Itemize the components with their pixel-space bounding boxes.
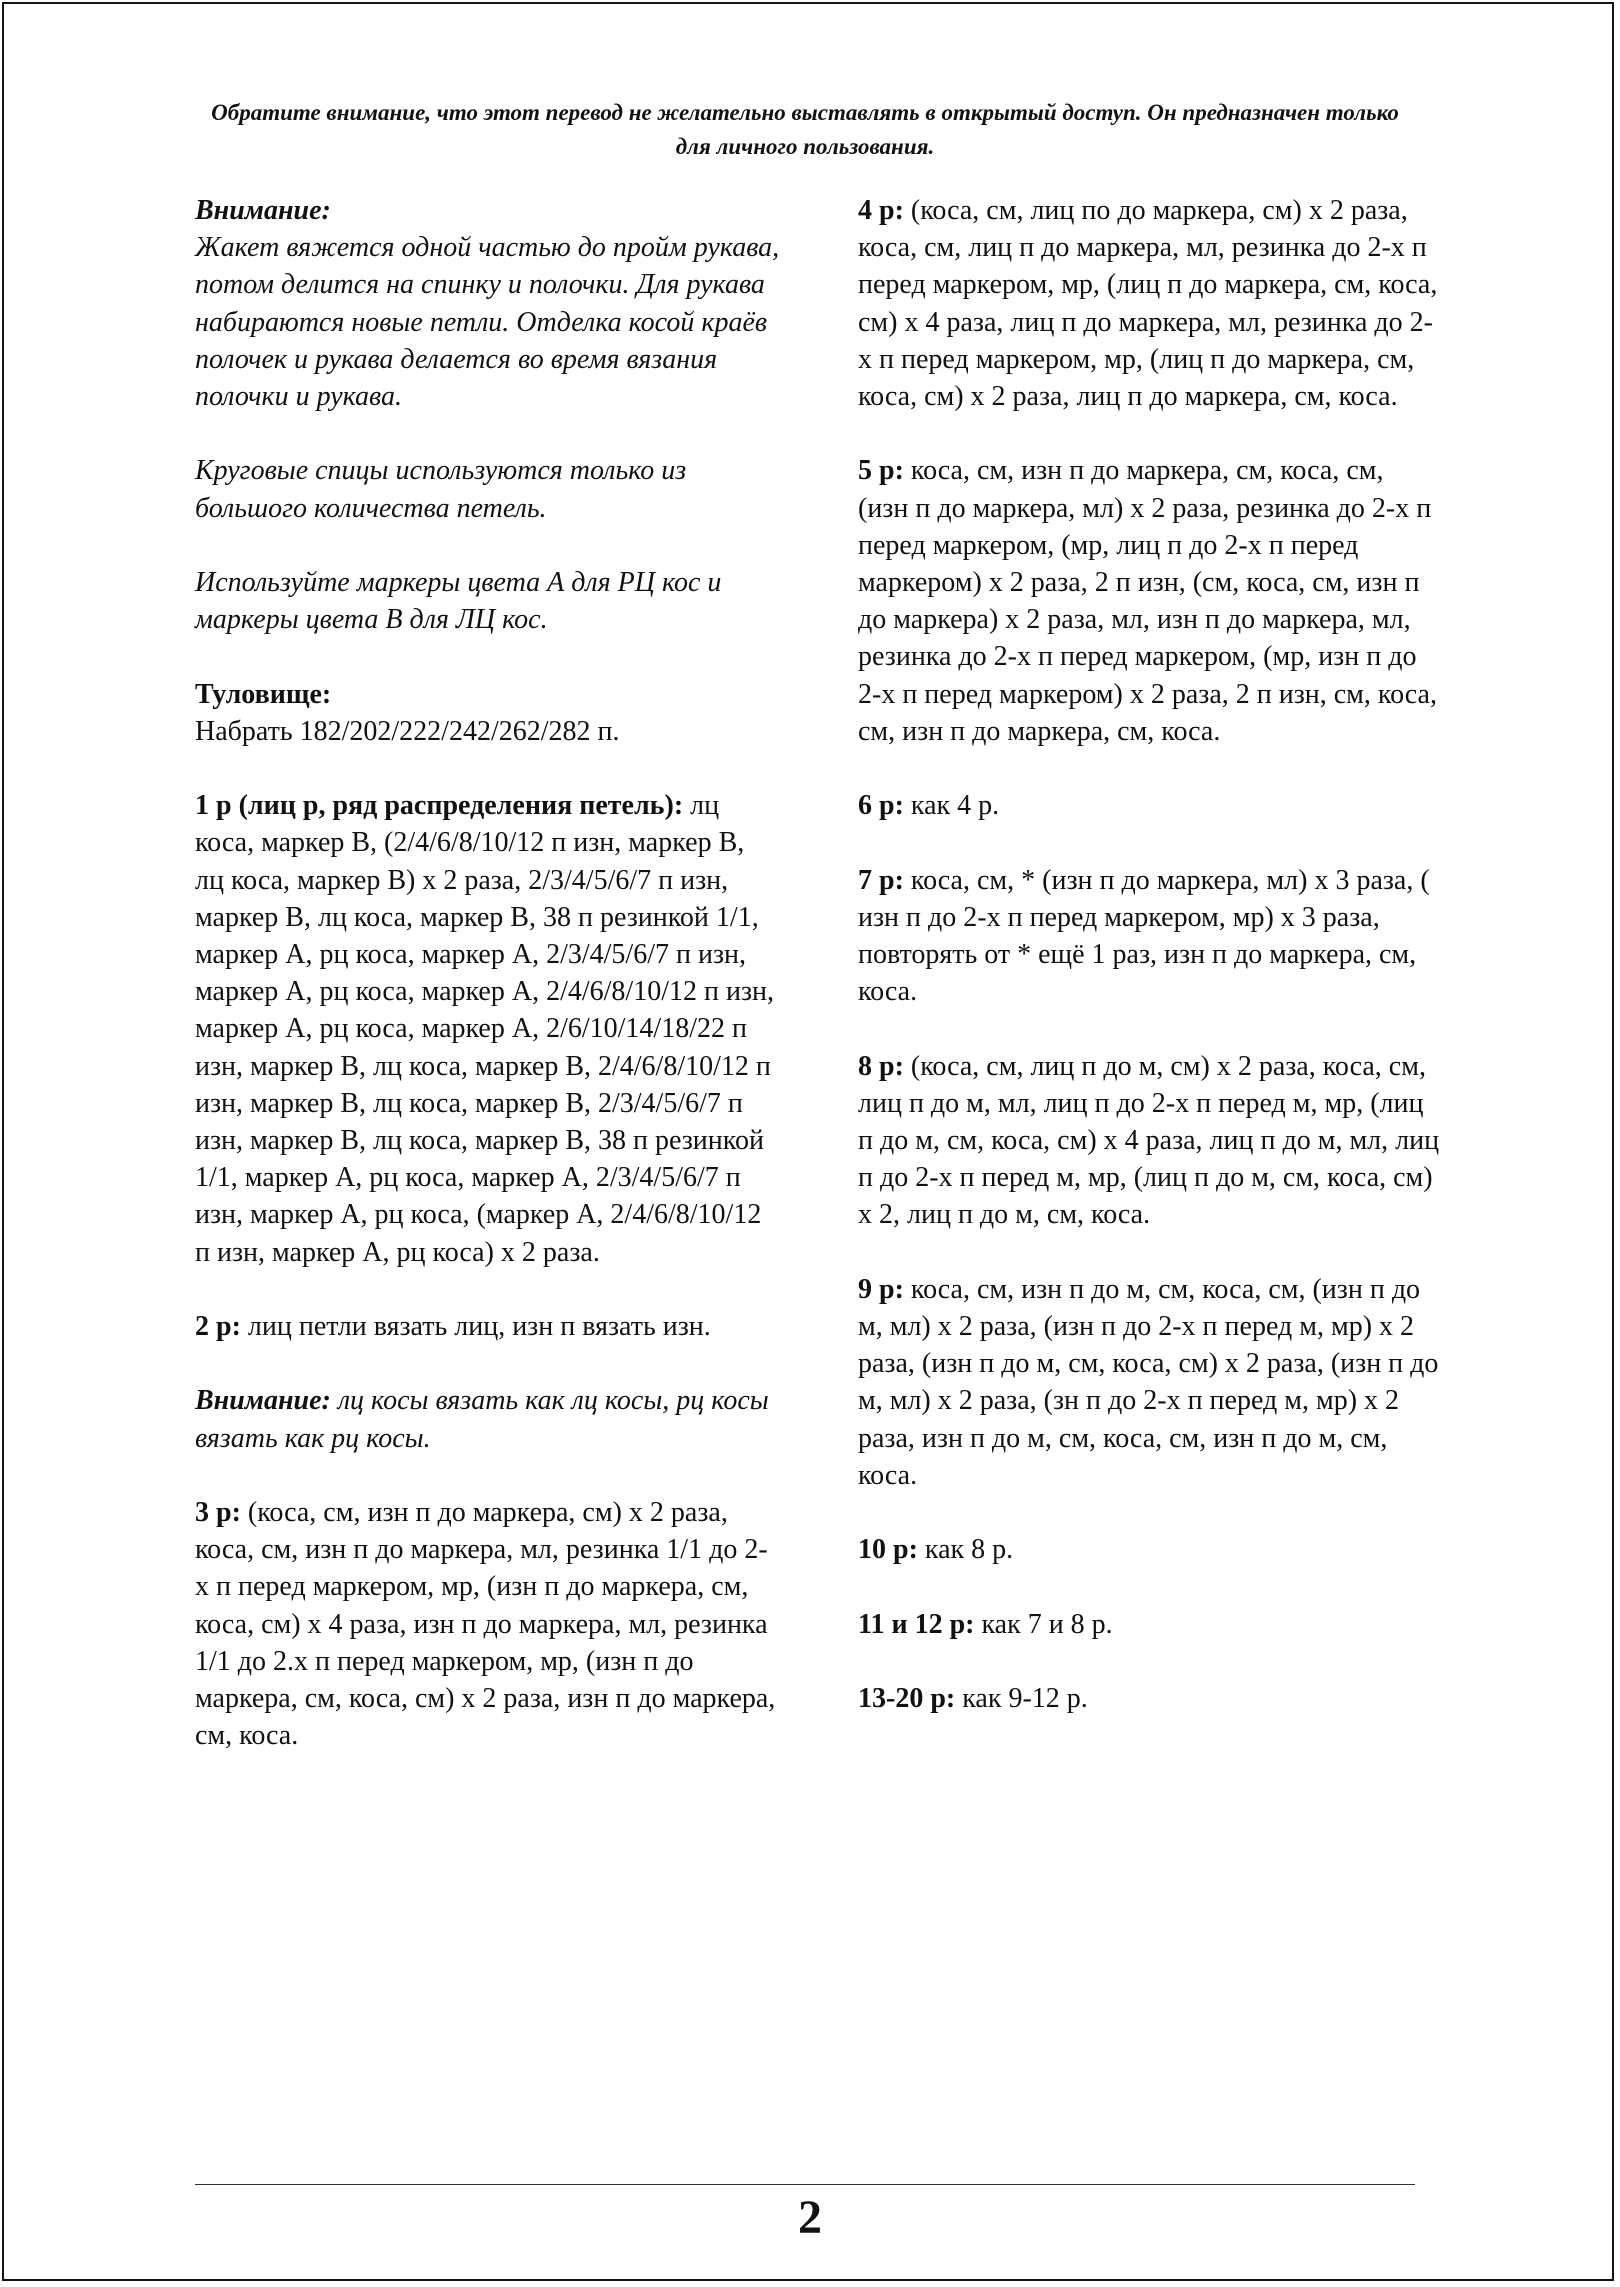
row-6-text: как 4 р. bbox=[910, 790, 1000, 822]
page-number: 2 bbox=[798, 2191, 822, 2244]
body-section-text: Набрать 182/202/222/242/262/282 п. bbox=[195, 715, 620, 747]
row-1-text: лц коса, маркер В, (2/4/6/8/10/12 п изн, маркер В, лц коса, маркер В) х 2 раза, 2/3/4/5/6/7 п изн, маркер В, лц коса, маркер В, 38 п резинкой 1/1, маркер А, рц коса, маркер А, 2/3/4/5/6/7 п изн, маркер А, рц коса, маркер А, 2/4/6/8/10/12 п изн, маркер А, рц коса, маркер А, 2/6/10/14/18/22 п изн, маркер В, лц коса, маркер В, 2/4/6/8/10/12 п изн, маркер В, лц коса, маркер В, 2/3/4/5/6/7 п изн, маркер В, лц коса, маркер В, 38 п резинкой 1/1, маркер А, рц коса, маркер А, 2/3/4/5/6/7 п изн, маркер А, рц коса, (маркер А, 2/4/6/8/10/12 п изн, маркер А, рц коса) х 2 раза. bbox=[195, 790, 774, 1268]
row-9-text: коса, см, изн п до м, см, коса, см, (изн п до м, мл) х 2 раза, (изн п до 2-х п перед м, мр) х 2 раза, (изн п до м, см, коса, см) х 2 раза, (изн п до м, мл) х 2 раза, (зн п до 2-х п перед м, мр) х 2 раза, изн п до м, см, коса, см, изн п до м, см, коса. bbox=[858, 1273, 1439, 1491]
left-column bbox=[195, 192, 780, 1754]
row-13-20-label: 13-20 р: bbox=[858, 1683, 956, 1714]
row-9-instruction bbox=[858, 1271, 1440, 1494]
row-1-instruction bbox=[195, 787, 780, 1271]
row-3-instruction bbox=[195, 1494, 780, 1754]
row-11-12-label: 11 и 12 р: bbox=[858, 1608, 975, 1640]
attention-text-1: Жакет вяжется одной частью до пройм рукава, потом делится на спинку и полочки. Для рукава набираются новые петли. Отделка косой краёв полочек и рукава делается во время вязания полочки и рукава. bbox=[195, 232, 780, 413]
attention-title-1: Внимание: bbox=[195, 195, 331, 226]
row-9-label: 9 р: bbox=[858, 1273, 904, 1305]
right-column bbox=[858, 192, 1440, 1717]
markers-note: Используйте маркеры цвета А для РЦ кос и маркеры цвета В для ЛЦ кос. bbox=[195, 567, 722, 636]
attention-text-2: лц косы вязать как лц косы, рц косы вязать как рц косы. bbox=[195, 1385, 769, 1454]
row-13-20-text: как 9-12 р. bbox=[962, 1683, 1088, 1714]
row-10-label: 10 р: bbox=[858, 1534, 918, 1566]
attention-title-2: Внимание: bbox=[195, 1385, 331, 1417]
footer-rule bbox=[195, 2184, 1415, 2185]
row-3-text: (коса, см, изн п до маркера, см) х 2 раза, коса, см, изн п до маркера, мл, резинка 1/1 до 2-х п перед маркером, мр, (изн п до маркера, см, коса, см) х 4 раза, изн п до маркера, мл, резинка 1/1 до 2.х п перед маркером, мр, (изн п до маркера, см, коса, см) х 2 раза, изн п до маркера, см, коса. bbox=[195, 1497, 776, 1752]
row-2-instruction bbox=[195, 1308, 780, 1345]
row-8-instruction bbox=[858, 1048, 1440, 1234]
row-5-text: коса, см, изн п до маркера, см, коса, см, (изн п до маркера, мл) х 2 раза, резинка до 2-х п перед маркером, (мр, лиц п до 2-х п перед маркером) х 2 раза, 2 п изн, (см, коса, см, изн п до маркера) х 2 раза, мл, изн п до маркера, мл, резинка до 2-х п перед маркером, (мр, изн п до 2-х п перед маркером) х 2 раза, 2 п изн, см, коса, см, изн п до маркера, см, коса. bbox=[858, 455, 1437, 747]
row-11-12-text: как 7 и 8 р. bbox=[981, 1608, 1113, 1640]
body-section-title: Туловище: bbox=[195, 678, 332, 710]
attention-block-2 bbox=[195, 1382, 780, 1456]
translation-notice: Обратите внимание, что этот перевод не желательно выставлять в открытый доступ. Он предназначен только для личного пользования. bbox=[211, 100, 1399, 159]
row-7-text: коса, см, * (изн п до маркера, мл) х 3 раза, ( изн п до 2-х п перед маркером, мр) х 3 раза, повторять от * ещё 1 раз, изн п до маркера, см, коса. bbox=[858, 864, 1430, 1008]
row-2-label: 2 р: bbox=[195, 1311, 241, 1343]
row-5-label: 5 р: bbox=[858, 455, 904, 487]
row-8-text: (коса, см, лиц п до м, см) х 2 раза, коса, см, лиц п до м, мл, лиц п до 2-х п перед м, мр, (лиц п до м, см, коса, см) х 4 раза, лиц п до м, мл, лиц п до 2-х п перед м, мр, (лиц п до м, см, коса, см) х 2, лиц п до м, см, коса. bbox=[858, 1050, 1440, 1231]
row-8-label: 8 р: bbox=[858, 1050, 904, 1082]
row-4-label: 4 р: bbox=[858, 195, 904, 226]
row-10-text: как 8 р. bbox=[924, 1534, 1014, 1566]
attention-block-1 bbox=[195, 192, 780, 415]
row-1-label: 1 р (лиц р, ряд распределения петель): bbox=[195, 790, 684, 822]
row-11-12-instruction bbox=[858, 1606, 1440, 1643]
row-6-instruction bbox=[858, 787, 1440, 824]
row-5-instruction bbox=[858, 452, 1440, 750]
row-13-20-instruction bbox=[858, 1680, 1440, 1717]
row-7-instruction bbox=[858, 862, 1440, 1011]
row-6-label: 6 р: bbox=[858, 790, 904, 822]
body-section bbox=[195, 676, 780, 750]
circular-needles-note: Круговые спицы используются только из большого количества петель. bbox=[195, 455, 687, 524]
row-10-instruction bbox=[858, 1531, 1440, 1568]
row-4-text: (коса, см, лиц по до маркера, см) х 2 раза, коса, см, лиц п до маркера, мл, резинка до 2-х п перед маркером, мр, (лиц п до маркера, см, коса, см) х 4 раза, лиц п до маркера, мл, резинка до 2-х п перед маркером, мр, (лиц п до маркера, см, коса, см) х 2 раза, лиц п до маркера, см, коса. bbox=[858, 195, 1438, 413]
row-7-label: 7 р: bbox=[858, 864, 904, 896]
row-3-label: 3 р: bbox=[195, 1497, 241, 1528]
row-4-instruction bbox=[858, 192, 1440, 415]
row-2-text: лиц петли вязать лиц, изн п вязать изн. bbox=[247, 1311, 711, 1343]
